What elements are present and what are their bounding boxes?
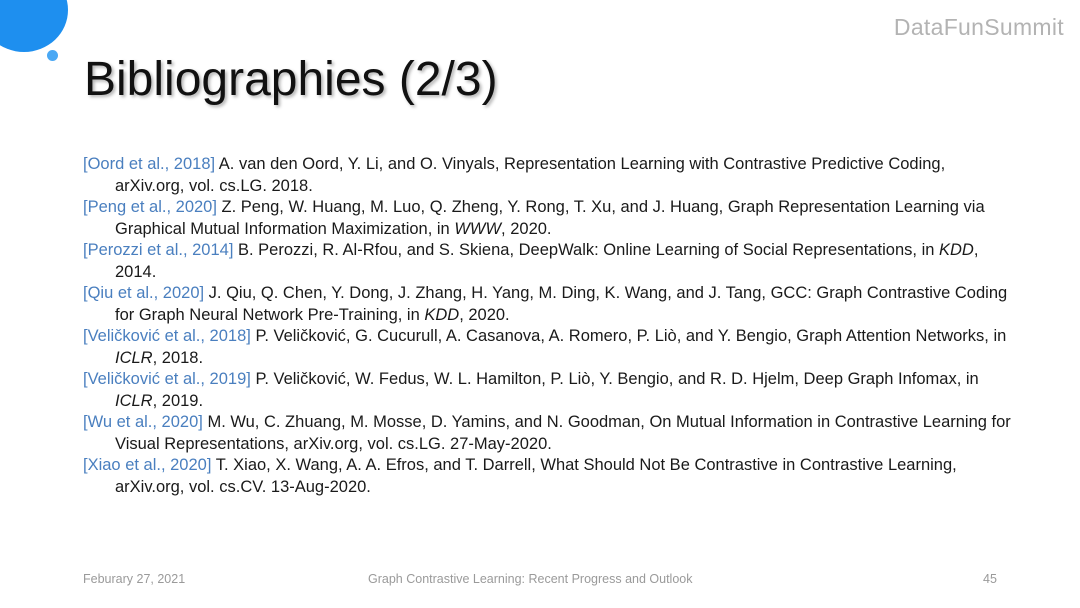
reference-text: , 2014.	[115, 241, 979, 281]
reference-venue: ICLR	[115, 391, 153, 410]
citation-key-link[interactable]: [Wu et al., 2020]	[83, 413, 203, 431]
slide-title: Bibliographies (2/3)	[84, 53, 498, 106]
reference-text: T. Xiao, X. Wang, A. A. Efros, and T. Darrell, What Should Not Be Contrastive in Contrastive Learning, arXiv.org, vol. cs.CV. 13-Aug-2020.	[115, 456, 957, 496]
footer-date: Feburary 27, 2021	[83, 572, 186, 586]
citation-key-link[interactable]: [Qiu et al., 2020]	[83, 284, 205, 302]
reference-venue: KDD	[939, 241, 974, 259]
footer-presentation-title: Graph Contrastive Learning: Recent Progress and Outlook	[368, 572, 693, 586]
citation-key-link[interactable]: [Xiao et al., 2020]	[83, 456, 212, 474]
reference-text: , 2020.	[459, 305, 510, 324]
reference-text: A. van den Oord, Y. Li, and O. Vinyals, Representation Learning with Contrastive Predictive Coding, arXiv.org, vol. cs.LG. 2018.	[115, 155, 946, 195]
citation-key-link[interactable]: [Oord et al., 2018]	[83, 155, 216, 173]
citation-key-link[interactable]: [Perozzi et al., 2014]	[83, 241, 234, 259]
reference-text: B. Perozzi, R. Al-Rfou, and S. Skiena, DeepWalk: Online Learning of Social Representations, in	[233, 241, 940, 259]
reference-text: P. Veličković, G. Cucurull, A. Casanova, A. Romero, P. Liò, and Y. Bengio, Graph Attention Networks, in	[250, 327, 1007, 345]
brand-logo-text: DataFunSummit	[893, 14, 1064, 40]
citation-key-link[interactable]: [Peng et al., 2020]	[83, 198, 217, 216]
corner-dot-decoration	[47, 50, 58, 61]
reference-item	[83, 326, 1013, 369]
reference-text: P. Veličković, W. Fedus, W. L. Hamilton, P. Liò, Y. Bengio, and R. D. Hjelm, Deep Graph Infomax, in	[250, 370, 979, 388]
page-number: 45	[983, 572, 997, 586]
reference-item	[83, 240, 1013, 283]
reference-item	[83, 412, 1013, 455]
reference-text: , 2019.	[152, 391, 204, 410]
corner-blob-decoration	[0, 0, 68, 52]
reference-venue: ICLR	[115, 348, 153, 367]
reference-text: J. Qiu, Q. Chen, Y. Dong, J. Zhang, H. Yang, M. Ding, K. Wang, and J. Tang, GCC: Graph Contrastive Coding for Graph Neural Network Pre-Training, in	[115, 284, 1008, 324]
reference-text: M. Wu, C. Zhuang, M. Mosse, D. Yamins, and N. Goodman, On Mutual Information in Contrastive Learning for Visual Representations, arXiv.org, vol. cs.LG. 27-May-2020.	[115, 413, 1011, 453]
reference-text: , 2018.	[152, 348, 204, 367]
reference-text: Z. Peng, W. Huang, M. Luo, Q. Zheng, Y. Rong, T. Xu, and J. Huang, Graph Representation Learning via Graphical Mutual Information Maximization, in	[115, 198, 985, 238]
reference-text: , 2020.	[501, 219, 552, 238]
citation-key-link[interactable]: [Veličković et al., 2019]	[83, 370, 251, 388]
reference-venue: WWW	[454, 219, 502, 238]
reference-item	[83, 154, 1013, 197]
reference-list	[83, 154, 1013, 498]
citation-key-link[interactable]: [Veličković et al., 2018]	[83, 327, 251, 345]
reference-item	[83, 197, 1013, 240]
reference-item	[83, 283, 1013, 326]
reference-venue: KDD	[424, 305, 460, 324]
reference-item	[83, 369, 1013, 412]
reference-item	[83, 455, 1013, 498]
